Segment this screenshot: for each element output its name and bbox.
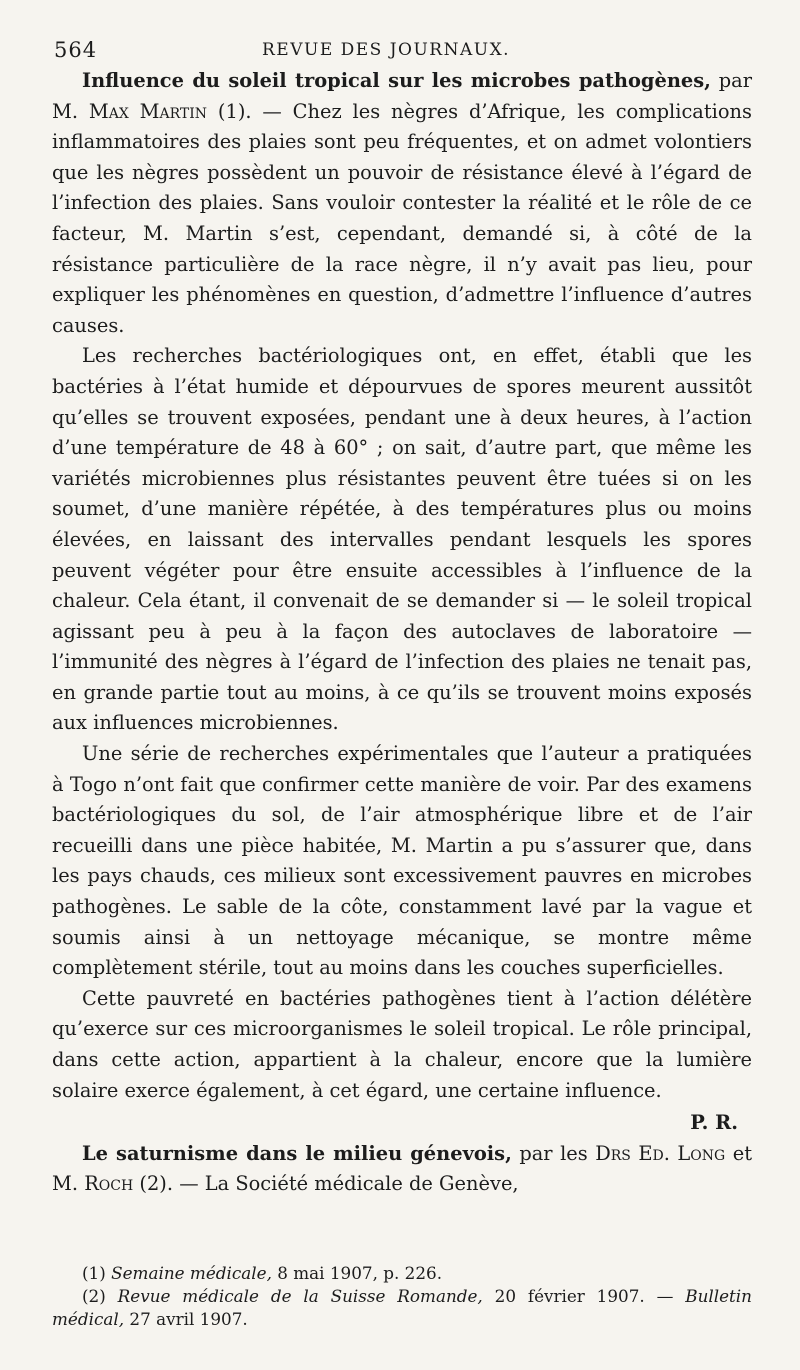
journal-title: REVUE DES JOURNAUX. (262, 40, 511, 60)
footnote-1 (52, 1262, 752, 1285)
article-2-drs: Drs (595, 1141, 631, 1165)
footnote-2 (52, 1285, 752, 1331)
article-2-lead-text: — La Société médicale de Genève, (179, 1172, 519, 1196)
running-head (52, 32, 752, 66)
article-1-paragraph: Les recherches bactériologiques ont, en effet, établi que les bactéries à l’état humide et dépourvues de spores meurent aussitôt qu’elles se trouvent exposées, pendant une à deux heures, à l’action d’une température de 48 à 60° ; on sait, d’autre part, que même les variétés microbiennes plus résistantes peuvent être tuées si on les soumet, d’une manière répétée, à des températures plus ou moins élevées, en laissant des intervalles pendant lesquels les spores peuvent végéter pour être ensuite accessibles à l’influence de la chaleur. Cela étant, il convenait de se demander si — le soleil tropical agissant peu à peu à la façon des autoclaves de laboratoire — l’immunité des nègres à l’égard de l’infection des plaies ne tenait pas, en grande partie tout au moins, à ce qu’ils se trouvent moins exposés aux influences microbiennes. (52, 344, 752, 735)
article-1-author: Max Martin (88, 99, 208, 123)
article-1-lead-text: — Chez les nègres d’Afrique, les complications inflammatoires des plaies sont peu fréquentes, et on admet volontiers que les nègres possèdent un pouvoir de résistance élevé à l’égard de l’infection des plaies. Sans vouloir contester la réalité et le rôle de ce facteur, M. Martin s’est, cependant, demandé si, à côté de la résistance particulière de la race nègre, il n’y avait pas lieu, pour expliquer les phénomènes en question, d’admettre l’influence d’autres causes. (52, 99, 752, 337)
article-1-lead-paragraph (52, 66, 752, 341)
footnote-2-source-2: Bulletin médical, (52, 1286, 752, 1329)
footnote-2-rest: 20 février 1907. — (494, 1286, 674, 1306)
article-2-lead-paragraph (52, 1139, 752, 1200)
article-1-footnote-ref: (1). (217, 99, 252, 123)
article-2-by: par les (519, 1141, 588, 1165)
footnote-1-rest: 8 mai 1907, p. 226. (277, 1263, 443, 1283)
article-2-author-2: Roch (84, 1172, 134, 1196)
footnote-2-rest-2: 27 avril 1907. (129, 1309, 248, 1329)
footnotes (52, 1262, 752, 1331)
footnote-2-mark: (2) (82, 1286, 106, 1306)
page-number: 564 (54, 38, 98, 62)
article-1-signature: P. R. (690, 1111, 738, 1135)
article-1-paragraph: Une série de recherches expérimentales que l’auteur a pratiquées à Togo n’ont fait que confirmer cette manière de voir. Par des examens bactériologiques du sol, de l’air atmosphérique libre et de l’air recueilli dans une pièce habitée, M. Martin a pu s’assurer que, dans les pays chauds, ces milieux sont excessivement pauvres en microbes pathogènes. Le sable de la côte, constamment lavé par la vague et soumis ainsi à un nettoyage mécanique, se montre même complètement stérile, tout au moins dans les couches superficielles. (52, 742, 752, 980)
article-1-by: par M. (52, 69, 752, 123)
footnote-1-source: Semaine médicale, (111, 1263, 272, 1283)
article-2-title: Le saturnisme dans le milieu génevois, (82, 1141, 512, 1165)
article-1-title: Influence du soleil tropical sur les microbes pathogènes, (82, 69, 711, 92)
article-body (52, 66, 752, 1200)
article-2-author-1: Ed. Long (638, 1141, 726, 1165)
article-1-paragraph: Cette pauvreté en bactéries pathogènes tient à l’action délétère qu’exerce sur ces microorganismes le soleil tropical. Le rôle principal, dans cette action, appartient à la chaleur, encore que la lumière solaire exerce également, à cet égard, une certaine influence. (52, 986, 752, 1102)
article-2-footnote-ref: (2). (139, 1172, 174, 1196)
footnote-1-mark: (1) (82, 1263, 106, 1283)
article-2-and: et M. (52, 1141, 752, 1196)
footnote-2-source: Revue médicale de la Suisse Romande, (117, 1286, 483, 1306)
